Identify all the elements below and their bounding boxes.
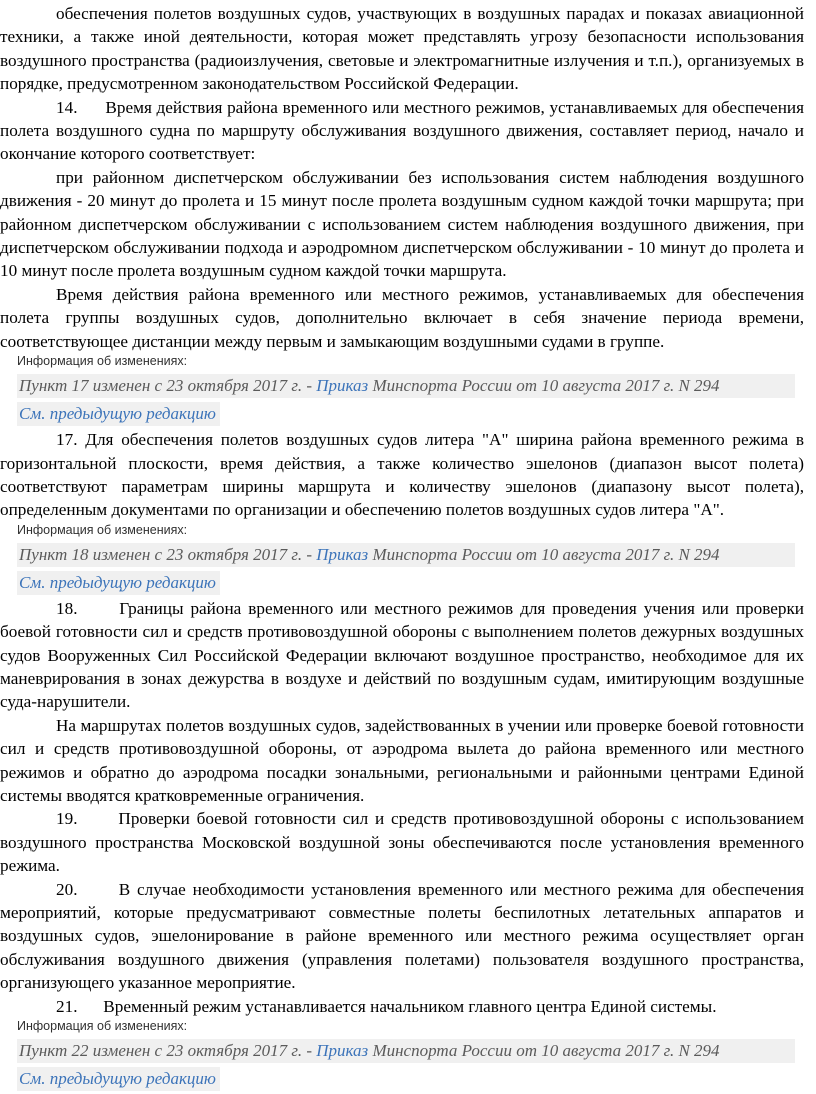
paragraph-20: 20. В случае необходимости установления временного или местного режима для обеспечения мероприятий, которые предусматривают совместные полеты беспилотных летательных аппаратов и воздушных судов, эшелонирование в районе временного или местного режима осуществляет орган обслуживания воздушного движения (управления полетами) пользователя воздушного пространства, организующего указанное мероприятие. — [0, 879, 804, 993]
change-note-text: Пункт 18 изменен с 23 октября 2017 г. - — [19, 544, 317, 564]
paragraph-14-group: Время действия района временного или местного режимов, устанавливаемых для обеспечения полета группы воздушных судов, дополнительно включает в себя значение периода времени, соответствующее дистанции между первым и замыкающим воздушными судами в группе. — [0, 284, 804, 351]
order-link[interactable]: Приказ — [316, 376, 369, 396]
previous-edition-link[interactable]: См. предыдущую редакцию — [17, 571, 220, 595]
paragraph-21: 21. Временный режим устанавливается начальником главного центра Единой системы. — [56, 996, 717, 1016]
change-note-text: Пункт 17 изменен с 23 октября 2017 г. - — [19, 376, 317, 396]
paragraph-18-routes: На маршрутах полетов воздушных судов, задействованных в учении или проверке боевой готовности сил и средств противовоздушной обороны, от аэродрома вылета до района временного или местного режимов и обратно до аэродрома посадки зональными, региональными и районными центрами Единой системы вводятся кратковременные ограничения. — [0, 715, 804, 805]
order-link[interactable]: Приказ — [316, 544, 369, 564]
previous-edition-link[interactable]: См. предыдущую редакцию — [17, 1067, 220, 1091]
paragraph-14-item: при районном диспетчерском обслуживании без использования систем наблюдения воздушного движения - 20 минут до пролета и 15 минут после пролета воздушным судном каждой точки маршрута; при районном диспетчерском обслуживании с использованием систем наблюдения воздушного движения, при диспетчерском обслуживании подхода и аэродромном диспетчерском обслуживании - 10 минут до пролета и 10 минут после пролета воздушным судном каждой точки маршрута. — [0, 167, 804, 281]
paragraph-13-continued: обеспечения полетов воздушных судов, участвующих в воздушных парадах и показах авиационной техники, а также иной деятельности, которая может представлять угрозу безопасности использования воздушного пространства (радиоизлучения, световые и электромагнитные излучения и т.п.), организуемых в порядке, предусмотренном законодательством Российской Федерации. — [0, 4, 804, 94]
order-link[interactable]: Приказ — [316, 1041, 369, 1061]
paragraph-19: 19. Проверки боевой готовности сил и средств противовоздушной обороны с использованием воздушного пространства Московской воздушной зоны обеспечиваются после установления временного режима. — [0, 809, 804, 876]
paragraph-17: 17. Для обеспечения полетов воздушных судов литера "А" ширина района временного режима в горизонтальной плоскости, время действия, а также количество эшелонов (диапазон высот полета) соответствуют параметрам ширины маршрута и количеству эшелонов (диапазону высот полета), определенным документами по организации и обеспечению полетов воздушных судов литера "А". — [0, 430, 804, 520]
change-note-source: Минспорта России от 10 августа 2017 г. N 294 — [368, 544, 720, 564]
change-note-text: Пункт 22 изменен с 23 октября 2017 г. - — [19, 1041, 317, 1061]
change-note-22 — [17, 1039, 795, 1063]
change-note-source: Минспорта России от 10 августа 2017 г. N 294 — [368, 376, 720, 396]
change-info-label: Информация об изменениях: — [17, 522, 188, 537]
change-note-17 — [17, 374, 795, 398]
previous-edition-link[interactable]: См. предыдущую редакцию — [17, 402, 220, 426]
change-note-18 — [17, 543, 795, 567]
change-info-label: Информация об изменениях: — [17, 354, 188, 369]
paragraph-14: 14. Время действия района временного или местного режимов, устанавливаемых для обеспечения полета воздушного судна по маршруту обслуживания воздушного движения, составляет период, начало и окончание которого соответствует: — [0, 97, 804, 164]
change-note-source: Минспорта России от 10 августа 2017 г. N 294 — [368, 1041, 720, 1061]
paragraph-18: 18. Границы района временного или местного режимов для проведения учения или проверки боевой готовности сил и средств противовоздушной обороны с выполнением полетов дежурных воздушных судов Вооруженных Сил Российской Федерации включают воздушное пространство, необходимое для их маневрирования в зонах дежурства в воздухе и действий по воздушным судам, имитирующим воздушные суда-нарушители. — [0, 598, 804, 712]
change-info-label: Информация об изменениях: — [17, 1019, 188, 1034]
